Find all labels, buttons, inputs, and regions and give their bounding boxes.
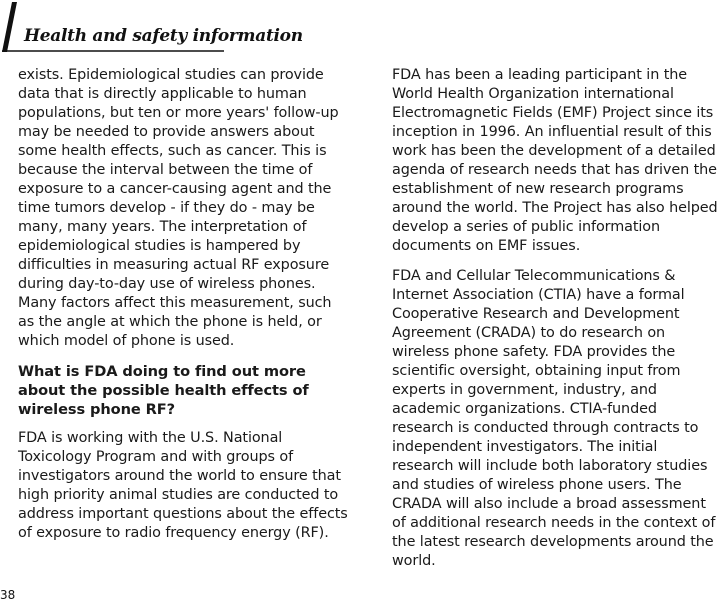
body-paragraph: FDA and Cellular Telecommunications & Internet Association (CTIA) have a formal Cooperative Research and Development Agreement (CRADA) to do research on wireless phone safety. FDA provides the scientific oversight, obtaining input from experts in government, industry, and academic organizations. CTIA-funded research is conducted through contracts to independent investigators. The initial research will include both laboratory studies and studies of wireless phone users. The CRADA will also include a broad assessment of additional research needs in the context of the latest research developments around the world. [392, 268, 716, 569]
body-paragraph: FDA has been a leading participant in the World Health Organization international Electromagnetic Fields (EMF) Project since its inception in 1996. An influential result of this work has been the development of a detailed agenda of research needs that has driven the establishment of new research programs around the world. The Project has also helped develop a series of public information documents on EMF issues. [392, 67, 718, 254]
section-title: Health and safety information [24, 26, 303, 46]
body-paragraph: exists. Epidemiological studies can provide data that is directly applicable to human populations, but ten or more years' follow-up may be needed to provide answers about some health effects, such as cancer. This is because the interval between the time of exposure to a cancer-causing agent and the time tumors develop - if they do - may be many, many years. The interpretation of epidemiological studies is hampered by difficulties in measuring actual RF exposure during day-to-day use of wireless phones. Many factors affect this measurement, such as the angle at which the phone is held, or which model of phone is used. [18, 67, 339, 349]
section-heading: What is FDA doing to find out more about the possible health effects of wireless phone RF? [18, 363, 309, 418]
page-header [0, 0, 721, 52]
page-number: 38 [0, 588, 16, 602]
header-slash-mark [2, 2, 17, 52]
right-column [392, 66, 721, 582]
left-column [18, 66, 352, 554]
body-paragraph: FDA is working with the U.S. National Toxicology Program and with groups of investigators around the world to ensure that high priority animal studies are conducted to address important questions about the effects of exposure to radio frequency energy (RF). [18, 430, 348, 541]
